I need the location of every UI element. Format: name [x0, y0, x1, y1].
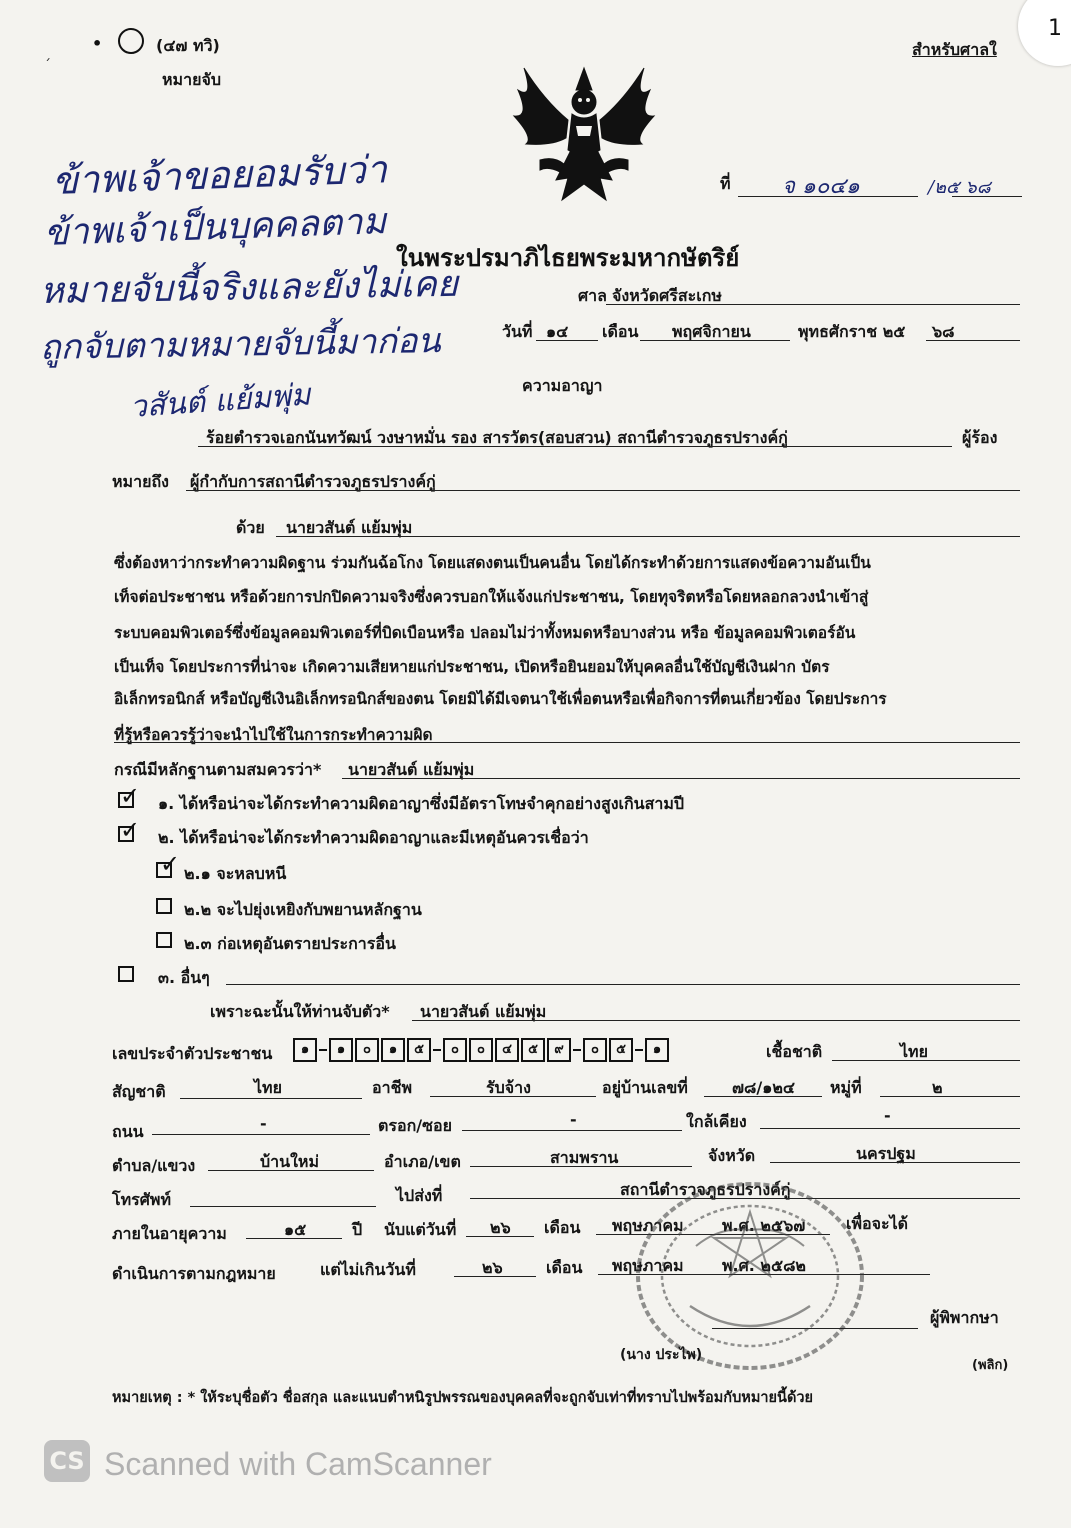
- id-digit: ๐: [443, 1038, 467, 1062]
- opt21-label: ๒.๑ จะหลบหนี: [184, 864, 287, 883]
- checkbox-opt23[interactable]: [156, 932, 172, 948]
- id-digit: ๔: [495, 1038, 519, 1062]
- id-digit: ๕: [609, 1038, 633, 1062]
- near-line: [760, 1128, 1020, 1129]
- case-year: /๒๕ ๖๘: [928, 177, 991, 198]
- date-day: ๑๔: [546, 322, 569, 341]
- judge-label: ผู้พิพากษา: [930, 1308, 999, 1327]
- checkmark-icon: ✓: [120, 816, 141, 844]
- camscanner-logo: CS: [44, 1440, 90, 1482]
- near-value: -: [884, 1106, 891, 1125]
- province-label: จังหวัด: [708, 1146, 756, 1165]
- id-digit: ๐: [583, 1038, 607, 1062]
- soi-value: -: [570, 1110, 577, 1129]
- phone-line: [190, 1206, 376, 1207]
- checkmark-icon: ✓: [120, 782, 141, 810]
- year-value: ๖๘: [932, 322, 955, 341]
- court-only-label: สำหรับศาลใ: [912, 40, 997, 59]
- form-title: หมายจับ: [162, 70, 221, 89]
- id-digit: ๕: [521, 1038, 545, 1062]
- charge-line-4: เป็นเท็จ โดยประการที่น่าจะ เกิดความเสียหายแก่ประชาชน, เปิดหรือยินยอมให้บุคคลอื่นใช้บัญชีเงินฝาก บัตร: [114, 658, 830, 676]
- amphoe-label: อำเภอ/เขต: [384, 1152, 461, 1171]
- soi-line: [462, 1130, 682, 1131]
- nationality-value: ไทย: [254, 1078, 282, 1097]
- judge-sign-line: [712, 1328, 918, 1329]
- evidence-value: นายวสันต์ แย้มพุ่ม: [348, 760, 475, 779]
- province-value: นครปฐม: [856, 1144, 916, 1163]
- with-line: [276, 536, 1020, 537]
- id-digit: ๐: [355, 1038, 379, 1062]
- arrest-label: เพราะฉะนั้นให้ท่านจับตัว*: [210, 1002, 390, 1021]
- opt1-label: ๑. ได้หรือน่าจะได้กระทำความผิดอาญาซึ่งมีอัตราโทษจำคุกอย่างสูงเกินสามปี: [158, 794, 685, 813]
- opt22-label: ๒.๒ จะไปยุ่งเหยิงกับพยานหลักฐาน: [184, 900, 422, 919]
- amphoe-line: [470, 1166, 692, 1167]
- years-label: ปี: [352, 1220, 363, 1239]
- handwritten-signature: วสันต์ แย้มพุ่ม: [128, 377, 312, 425]
- id-digit: ๑: [381, 1038, 405, 1062]
- until-year: พ.ศ. ๒๕๘๒: [722, 1256, 806, 1275]
- case-type: ความอาญา: [522, 376, 603, 395]
- house-line: [704, 1096, 822, 1097]
- until-label: แต่ไม่เกินวันที่: [320, 1260, 416, 1279]
- race-value: ไทย: [900, 1042, 928, 1061]
- id-digit: ๕: [407, 1038, 431, 1062]
- id-digit: ๑: [293, 1038, 317, 1062]
- tambon-value: บ้านใหม่: [260, 1152, 319, 1171]
- since-year: พ.ศ. ๒๕๖๗: [722, 1216, 806, 1235]
- handwritten-line-3: หมายจับนี้จริงและยังไม่เคย: [39, 263, 459, 312]
- handwritten-line-1: ข้าพเจ้าขอยอมรับว่า: [51, 147, 388, 203]
- until-day: ๒๖: [482, 1258, 503, 1277]
- phone-label: โทรศัพท์: [112, 1190, 171, 1209]
- court-line: [606, 304, 1020, 305]
- within-line: [246, 1238, 342, 1239]
- occupation-value: รับจ้าง: [486, 1078, 531, 1097]
- bullet-dot: •: [92, 34, 103, 53]
- arrest-line: [412, 1020, 1020, 1021]
- charge-line-3: ระบบคอมพิวเตอร์ซึ่งข้อมูลคอมพิวเตอร์ที่บิดเบือนหรือ ปลอมไม่ว่าทั้งหมดหรือบางส่วน หรือ ข้อมูลคอมพิวเตอร์อัน: [114, 624, 856, 642]
- garuda-emblem-icon: [504, 60, 664, 210]
- court-label: ศาล: [578, 286, 607, 305]
- handwritten-line-2: ข้าพเจ้าเป็นบุคคลตาม: [43, 201, 387, 254]
- opt2-label: ๒. ได้หรือน่าจะได้กระทำความผิดอาญาและมีเหตุอันควรเชื่อว่า: [158, 828, 589, 847]
- month-value: พฤศจิกายน: [672, 322, 751, 341]
- purpose-label: เพื่อจะได้: [846, 1214, 909, 1233]
- id-number-boxes: [292, 1038, 670, 1062]
- amphoe-value: สามพราน: [550, 1148, 619, 1167]
- tambon-label: ตำบล/แขวง: [112, 1156, 196, 1175]
- royal-title: ในพระปรมาภิไธยพระมหากษัตริย์: [396, 244, 740, 272]
- until-day-line: [454, 1276, 536, 1277]
- applicant-value: ร้อยตำรวจเอกนันทวัฒน์ วงษาหมั่น รอง สารวัตร(สอบสวน) สถานีตำรวจภูธรปรางค์กู่: [206, 428, 788, 447]
- moo-label: หมู่ที่: [830, 1078, 862, 1097]
- near-label: ใกล้เคียง: [686, 1112, 747, 1131]
- since-day-line: [466, 1236, 534, 1237]
- camscanner-watermark: Scanned with CamScanner: [104, 1446, 492, 1482]
- until-month: พฤษภาคม: [612, 1256, 684, 1275]
- race-label: เชื้อชาติ: [766, 1042, 823, 1061]
- nationality-line: [180, 1098, 362, 1099]
- opt23-label: ๒.๓ ก่อเหตุอันตรายประการอื่น: [184, 934, 396, 953]
- charge-line-5: อิเล็กทรอนิกส์ หรือบัญชีเงินอิเล็กทรอนิกส์ของตน โดยมิได้มีเจตนาใช้เพื่อตนหรือเพื่อกิจการที่ตนเกี่ยวข้อง โดยประการ: [114, 690, 887, 708]
- until-month-label: เดือน: [546, 1258, 583, 1277]
- to-value: ผู้กำกับการสถานีตำรวจภูธรปรางค์กู่: [190, 472, 436, 491]
- tambon-line: [208, 1170, 374, 1171]
- charge-line-1: ซึ่งต้องหาว่ากระทำความผิดฐาน ร่วมกันฉ้อโกง โดยแสดงตนเป็นคนอื่น โดยได้กระทำด้วยการแสดงข้อความอันเป็น: [114, 554, 871, 572]
- with-value: นายวสันต์ แย้มพุ่ม: [286, 518, 413, 537]
- case-no-label: ที่: [720, 174, 731, 193]
- opt3-label: ๓. อื่นๆ: [158, 968, 210, 987]
- since-label: นับแต่วันที่: [384, 1220, 457, 1239]
- checkbox-opt22[interactable]: [156, 898, 172, 914]
- with-label: ด้วย: [236, 518, 265, 537]
- house-value: ๗๘/๑๒๔: [732, 1078, 796, 1097]
- court-value: จังหวัดศรีสะเกษ: [612, 286, 722, 305]
- since-day: ๒๖: [490, 1218, 511, 1237]
- turn-over-label: (พลิก): [972, 1358, 1009, 1373]
- charge-line-6: ที่รู้หรือควรรู้ว่าจะนำไปใช้ในการกระทำความผิด: [114, 726, 433, 744]
- id-digit: ๑: [329, 1038, 353, 1062]
- soi-label: ตรอก/ซอย: [378, 1116, 452, 1135]
- checkbox-opt3[interactable]: [118, 966, 134, 982]
- date-label: วันที่: [502, 322, 533, 341]
- proceed-label: ดำเนินการตามกฎหมาย: [112, 1264, 276, 1283]
- moo-line: [880, 1096, 1020, 1097]
- send-label: ไปส่งที่: [396, 1186, 443, 1205]
- charge-line: [114, 742, 1020, 743]
- occupation-line: [430, 1096, 596, 1097]
- mark-dot: ´: [44, 58, 51, 74]
- send-value: สถานีตำรวจภูธรปรางค์กู่: [620, 1180, 791, 1199]
- province-line: [770, 1162, 1020, 1163]
- id-label: เลขประจำตัวประชาชน: [112, 1044, 273, 1063]
- evidence-line: [342, 778, 1020, 779]
- since-month: พฤษภาคม: [612, 1216, 684, 1235]
- page-number: 1: [1048, 16, 1062, 41]
- nationality-label: สัญชาติ: [112, 1082, 166, 1101]
- opt3-line: [226, 984, 1020, 985]
- date-day-line: [536, 340, 598, 341]
- case-year-line: [952, 196, 1022, 197]
- year-line: [926, 340, 1020, 341]
- road-value: -: [260, 1114, 267, 1133]
- id-digit: ๑: [645, 1038, 669, 1062]
- road-line: [152, 1134, 370, 1135]
- id-digit: ๐: [469, 1038, 493, 1062]
- road-label: ถนน: [112, 1122, 144, 1141]
- moo-value: ๒: [932, 1078, 943, 1097]
- to-label: หมายถึง: [112, 472, 169, 491]
- occupation-label: อาชีพ: [372, 1078, 412, 1097]
- handwritten-line-4: ถูกจับตามหมายจับนี้มาก่อน: [39, 321, 441, 368]
- arrest-value: นายวสันต์ แย้มพุ่ม: [420, 1002, 547, 1021]
- case-no-value: จ ๑๐๔๑: [782, 174, 860, 199]
- to-line: [186, 490, 1020, 491]
- checkmark-icon: ✓: [160, 850, 181, 878]
- year-label: พุทธศักราช ๒๕: [798, 322, 906, 341]
- within-label: ภายในอายุความ: [112, 1224, 227, 1243]
- applicant-line: [198, 446, 952, 447]
- house-label: อยู่บ้านเลขที่: [602, 1078, 688, 1097]
- since-month-label: เดือน: [544, 1218, 581, 1237]
- footnote: หมายเหตุ : * ให้ระบุชื่อตัว ชื่อสกุล และแนบตำหนิรูปพรรณของบุคคลที่จะถูกจับเท่าที่ทราบไปพร้อมกับหมายนี้ด้วย: [112, 1390, 813, 1406]
- form-code: (๔๗ ทวิ): [156, 36, 220, 55]
- race-line: [832, 1060, 1020, 1061]
- id-digit: ๙: [547, 1038, 571, 1062]
- charge-line-2: เท็จต่อประชาชน หรือด้วยการปกปิดความจริงซึ่งควรบอกให้แจ้งแก่ประชาชน, โดยทุจริตหรือโดยหลอกลวงนำเข้าสู่: [114, 588, 869, 606]
- applicant-label: ผู้ร้อง: [962, 428, 998, 447]
- evidence-label: กรณีมีหลักฐานตามสมควรว่า*: [114, 760, 322, 779]
- circle-mark: [118, 28, 144, 54]
- month-label: เดือน: [602, 322, 639, 341]
- month-line: [640, 340, 790, 341]
- judge-name: (นาง ประไพ): [620, 1347, 703, 1363]
- page-badge: [1018, 0, 1071, 66]
- within-value: ๑๕: [284, 1220, 307, 1239]
